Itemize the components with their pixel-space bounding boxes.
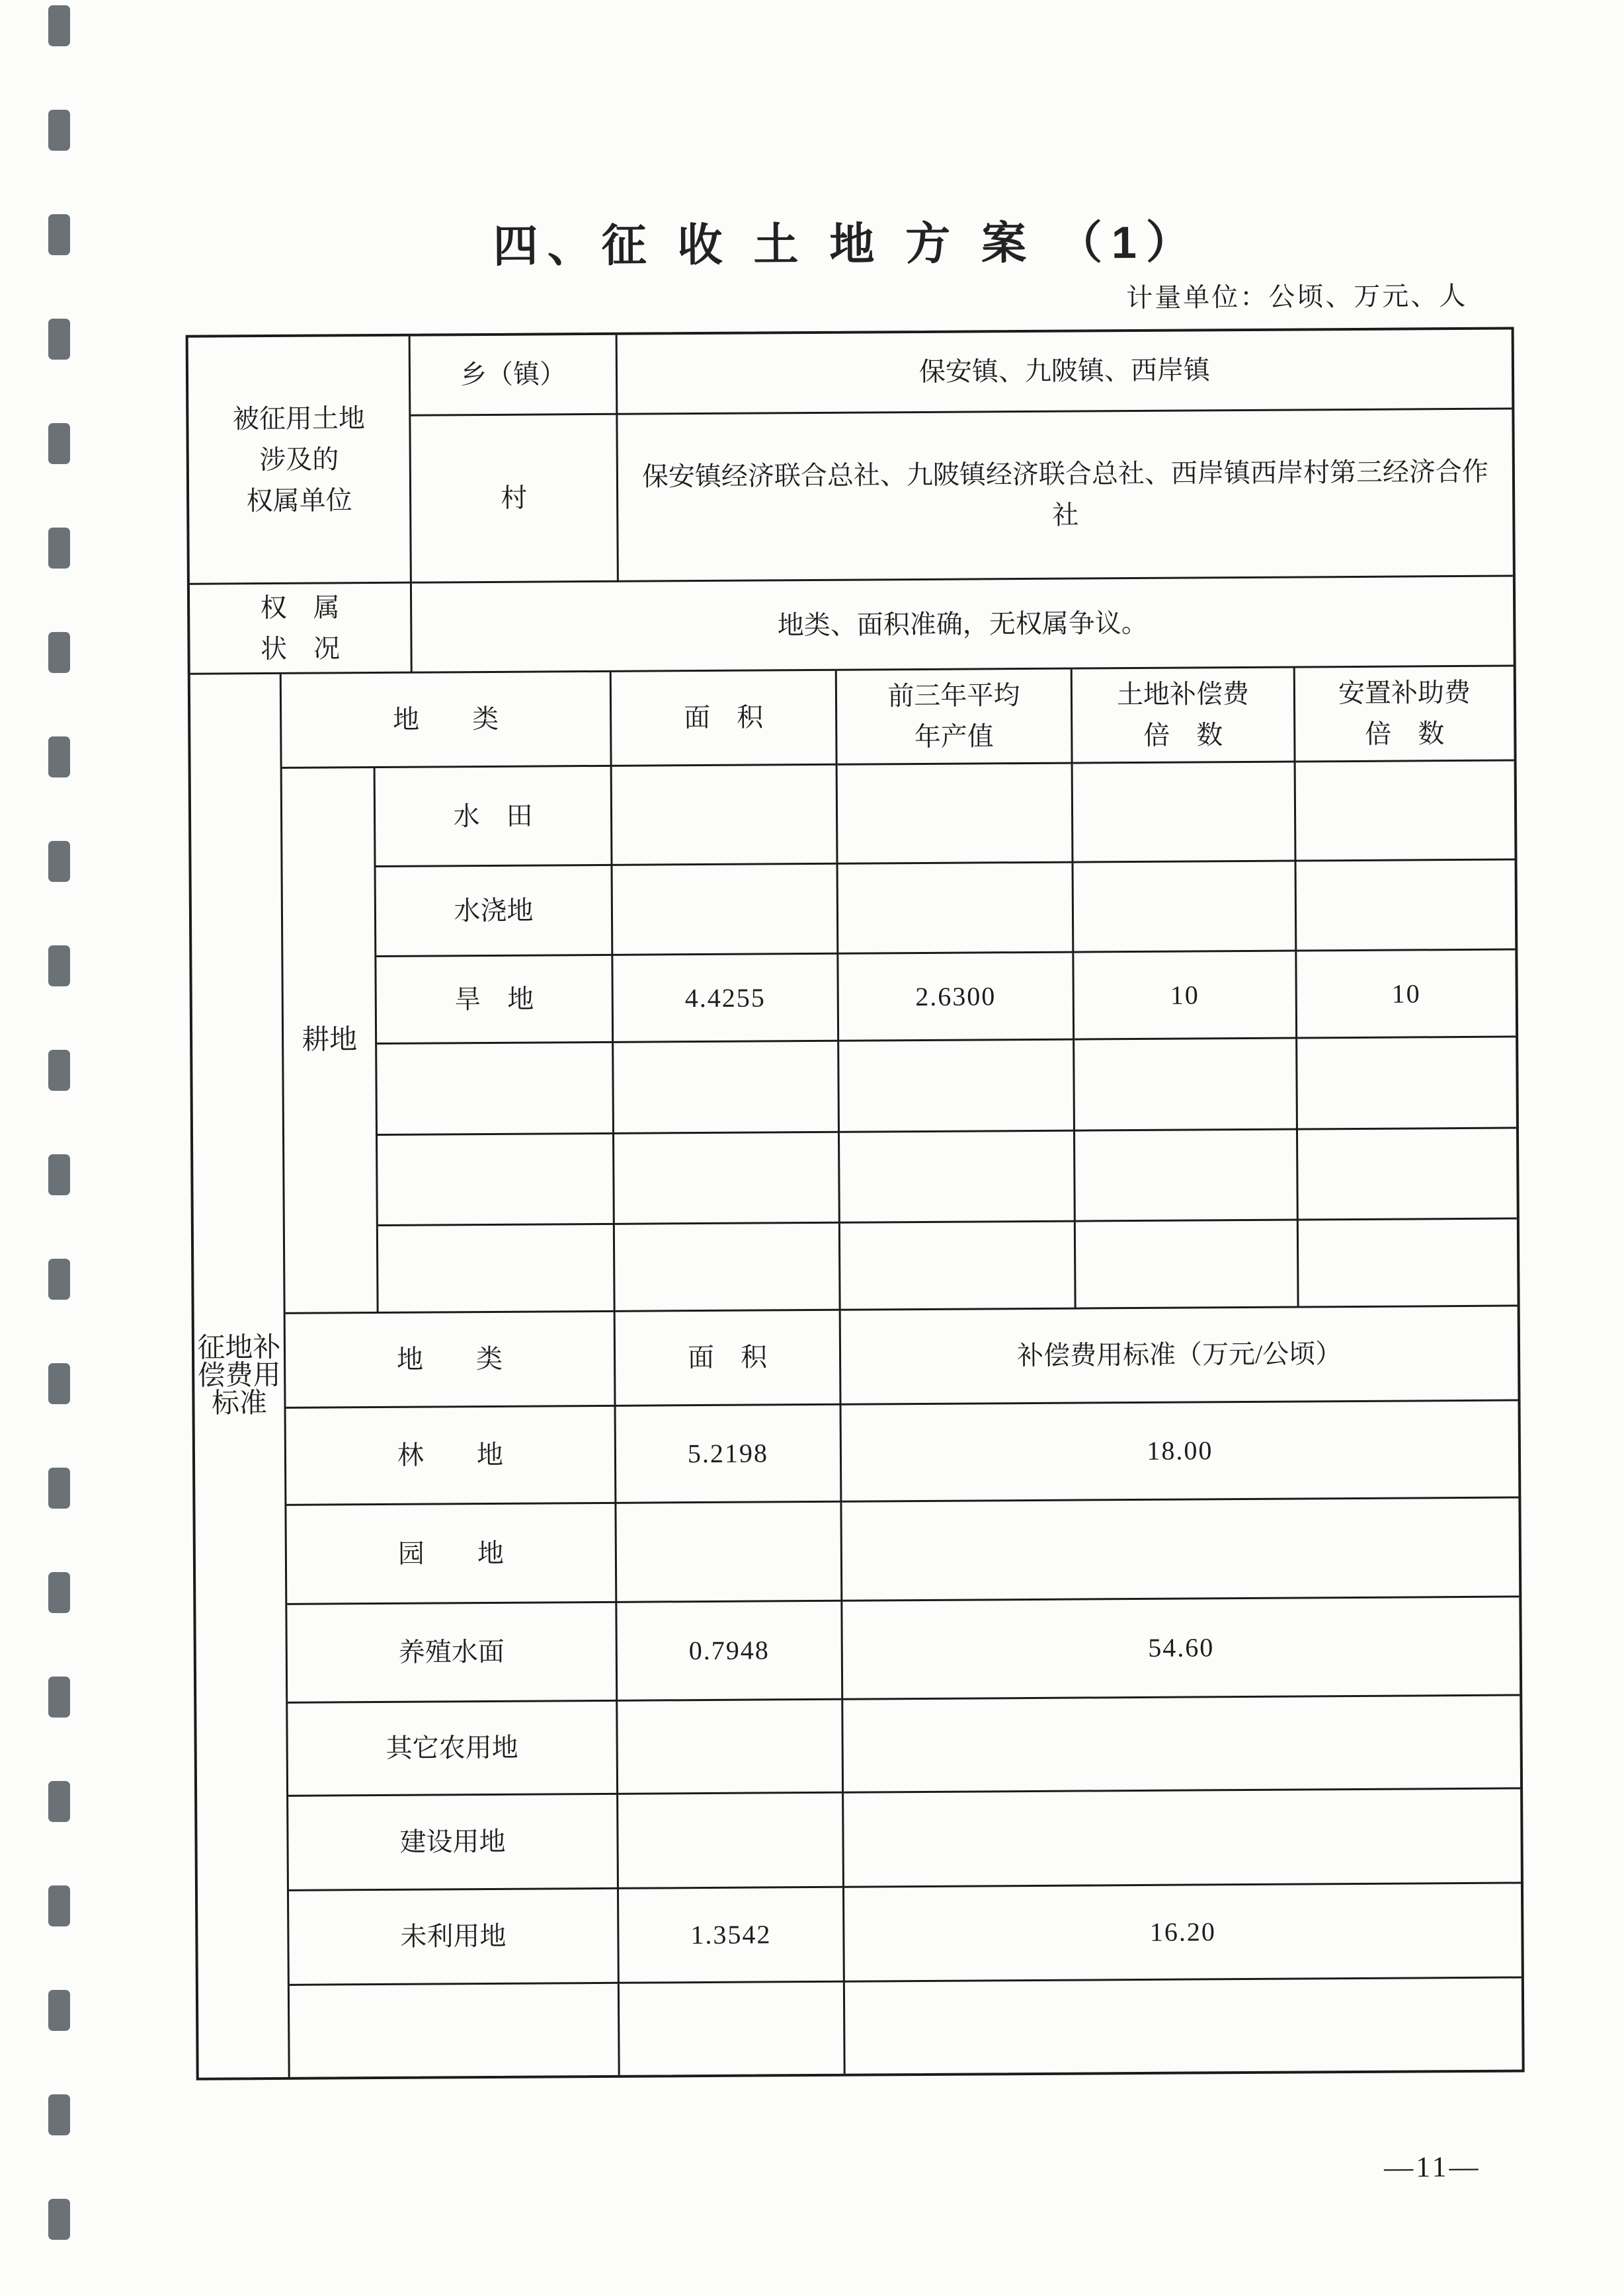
row-upper-empty2-resettle-multiple [1298,1129,1517,1221]
upper-header-resettle-multiple: 安置补助费 倍 数 [1295,667,1514,763]
row-upper-empty1-resettle-multiple [1297,1038,1516,1130]
cultivated-land-group-label: 耕地 [282,768,379,1314]
village-value: 保安镇经济联合总社、九陂镇经济联合总社、西岸镇西岸村第三经济合作社 [618,410,1513,582]
row-irrigated-resettle-multiple [1297,861,1516,952]
page-number: —11— [1384,2150,1481,2184]
row-dry-type: 旱 地 [376,956,614,1045]
status-value: 地类、面积准确，无权属争议。 [412,577,1514,674]
upper-header-output: 前三年平均 年产值 [837,670,1073,766]
row-irrigated-output [838,863,1075,955]
page-title: 四、征 收 土 地 方 案 （1） [493,217,1201,272]
village-label: 村 [411,415,619,584]
row-irrigated-land-multiple [1074,862,1297,953]
row-paddy-land-multiple [1073,763,1297,863]
row-irrigated-area [613,865,839,956]
row-garden-type: 园 地 [286,1504,617,1605]
row-paddy-output [838,764,1074,865]
row-garden-area [616,1503,842,1603]
row-dry-resettle-multiple: 10 [1297,951,1516,1039]
row-aquaculture-standard: 54.60 [842,1597,1520,1700]
row-forest-standard: 18.00 [842,1401,1519,1502]
row-dry-area: 4.4255 [613,955,839,1043]
row-unused-standard: 16.20 [844,1883,1522,1982]
row-upper-empty1-land-multiple [1075,1039,1298,1132]
upper-header-area: 面 积 [612,671,838,767]
compensation-section [190,667,1522,2078]
row-upper-empty3-land-multiple [1076,1221,1299,1310]
compensation-side-label: 征地补偿费用标准 [190,674,290,2078]
land-expropriation-table [186,327,1525,2080]
row-unused-area: 1.3542 [619,1888,845,1984]
row-upper-empty3-type [378,1225,616,1314]
row-upper-empty3-area [615,1224,841,1312]
row-paddy-area [612,766,838,866]
lower-header-type: 地 类 [286,1312,616,1409]
row-aquaculture-type: 养殖水面 [287,1603,618,1704]
row-lower-empty-area [620,1983,846,2075]
row-forest-area: 5.2198 [616,1405,842,1504]
row-paddy-resettle-multiple [1296,762,1515,862]
measure-unit-note: 计量单位：公顷、万元、人 [1126,280,1468,313]
row-upper-empty2-area [614,1133,840,1225]
row-garden-standard [842,1498,1519,1601]
row-paddy-type: 水 田 [376,767,613,867]
row-upper-empty1-type [377,1043,614,1136]
row-lower-empty-type [290,1984,620,2077]
row-upper-empty2-type [378,1134,615,1226]
row-dry-output: 2.6300 [838,953,1075,1042]
row-upper-empty3-resettle-multiple [1299,1219,1518,1308]
row-dry-land-multiple: 10 [1074,952,1297,1041]
row-upper-empty1-output [839,1041,1075,1133]
row-upper-empty2-output [840,1132,1076,1224]
row-aquaculture-area: 0.7948 [617,1602,843,1702]
row-construction-type: 建设用地 [288,1795,619,1891]
row-unused-type: 未利用地 [289,1889,620,1986]
row-construction-area [618,1794,844,1889]
row-lower-empty-standard [845,1978,1522,2073]
upper-header-type: 地 类 [282,672,612,769]
township-value: 保安镇、九陂镇、西岸镇 [618,330,1512,415]
ownership-row-header: 被征用土地 涉及的 权属单位 [188,336,412,585]
row-other-agri-standard [843,1696,1520,1793]
lower-header-area: 面 积 [616,1311,842,1407]
row-other-agri-area [618,1700,844,1795]
upper-header-land-multiple: 土地补偿费 倍 数 [1073,668,1296,764]
row-construction-standard [844,1789,1521,1887]
ownership-status-section [190,577,1514,675]
status-label: 权 属 状 况 [190,584,413,675]
row-upper-empty2-land-multiple [1075,1130,1299,1222]
row-forest-type: 林 地 [286,1407,617,1506]
ownership-section [188,330,1513,585]
row-upper-empty1-area [614,1042,840,1134]
lower-header-standard: 补偿费用标准（万元/公顷） [841,1306,1518,1405]
row-other-agri-type: 其它农用地 [288,1702,618,1797]
township-label: 乡（镇） [411,335,618,416]
row-irrigated-type: 水浇地 [376,866,614,957]
row-upper-empty3-output [840,1222,1076,1311]
